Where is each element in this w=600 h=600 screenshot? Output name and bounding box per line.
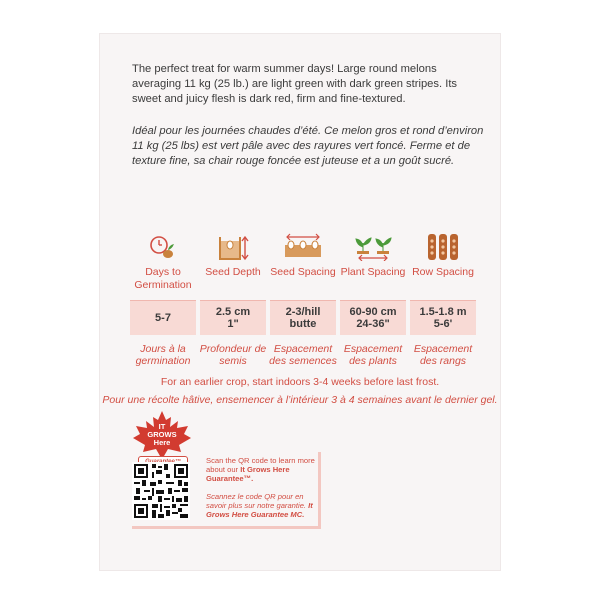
badge-line2: GROWS (147, 430, 177, 439)
seed-depth-column (198, 232, 268, 367)
row-spacing-icon (423, 232, 463, 262)
row-spacing-label-french: Espacement des rangs (413, 343, 473, 367)
badge-line3: Here (153, 438, 171, 447)
seed-depth-value-line2: 1" (227, 318, 239, 330)
seed-depth-value-line1: 2.5 cm (215, 306, 251, 318)
indoor-start-note: For an earlier crop, start indoors 3-4 weeks before last frost. (160, 376, 440, 388)
row-spacing-value-line2: 5-6' (433, 318, 453, 330)
qr-text-english: Scan the QR code to learn more about our It Grows Here Guarantee™. (206, 456, 315, 483)
seed-depth-icon (216, 233, 250, 261)
germination-value (130, 300, 196, 335)
seed-spacing-icon (283, 233, 323, 261)
plant-spacing-icon (353, 233, 393, 261)
plant-spacing-column (338, 232, 408, 367)
growing-info-grid (128, 232, 478, 367)
badge-line1: IT (158, 422, 166, 431)
description-french: Idéal pour les journées chaudes d’été. Ce melon gros et rond d’environ 11 kg (25 lbs) est vert pâle avec des rayures vert foncé. Ferme et de texture fine, sa chair rouge foncée est juteuse et a un goût sucré. (132, 125, 484, 167)
row-spacing-label: Row Spacing (412, 266, 474, 278)
row-spacing-column (408, 232, 478, 367)
seed-spacing-label-french: Espacement des semences (269, 343, 337, 367)
plant-spacing-value (340, 300, 406, 335)
plant-spacing-value-line2: 24-36" (356, 318, 390, 330)
seed-spacing-column (268, 232, 338, 367)
plant-spacing-value-line1: 60-90 cm (349, 306, 397, 318)
seed-depth-label-french: Profondeur de semis (199, 343, 267, 367)
germination-label-french: Jours à la germination (135, 343, 191, 367)
plant-spacing-label: Plant Spacing (340, 266, 406, 278)
seed-spacing-value-line1: 2-3/hill (285, 306, 321, 318)
qr-brand-english: It Grows Here Guarantee™. (206, 465, 290, 483)
seed-spacing-label: Seed Spacing (270, 266, 336, 278)
clock-sprout-icon (148, 233, 178, 261)
qr-text-french: Scannez le code QR pour en savoir plus sur notre garantie. It Grows Here Guarantee MC. (206, 492, 313, 519)
germination-label: Days to Germination (134, 266, 192, 291)
plant-spacing-label-french: Espacement des plants (343, 343, 403, 367)
row-spacing-value (410, 300, 476, 335)
seed-spacing-value (270, 300, 336, 335)
description-english: The perfect treat for warm summer days! Large round melons averaging 11 kg (25 lb.) are light green with dark green stripes. Its sweet and juicy flesh is dark red, firm and fine-textured. (132, 63, 458, 105)
indoor-start-note-french: Pour une récolte hâtive, ensemencer à l’intérieur 3 à 4 semaines avant le dernier gel. (102, 394, 498, 406)
row-spacing-value-line1: 1.5-1.8 m (419, 306, 467, 318)
seed-depth-value (200, 300, 266, 335)
qr-brand-french: It Grows Here Guarantee MC. (206, 501, 313, 519)
seed-spacing-value-line2: butte (289, 318, 317, 330)
seed-packet-back (100, 34, 500, 570)
germination-column (128, 232, 198, 367)
qr-code[interactable] (132, 462, 190, 520)
seed-depth-label: Seed Depth (205, 266, 261, 278)
germination-value-line1: 5-7 (155, 312, 171, 324)
